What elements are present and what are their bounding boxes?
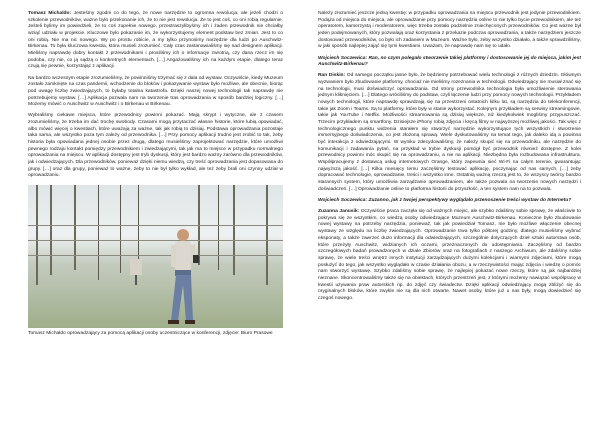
tree-trunk [74, 185, 76, 270]
interview-question: Wojciech Soczewica: Zuzanno, jak z twojej perspektywy wyglądało przenoszenie treści wystaw do Internetu? [318, 197, 572, 203]
fence-post [98, 185, 99, 280]
photo-caption: Tomasz Michałdo oprowadzający za pomocą aplikacji osoby uczestniczące w konferencji, zdjęcie: Biuro Prasowe [28, 331, 273, 337]
stand-icon [120, 255, 150, 285]
tree-trunk [50, 185, 52, 275]
paragraph-text: Oczywiście praca zaczęła się od ważnych miejsc, ale szybko zdaliśmy sobie sprawę, że właściwie to pokrywa się ze wszystkim, co wiedzą osoby odwiedzające Muzeum Auschwitz-Birkenau. Konieczne było zbudowanie nowej wystawy na potrzeby narzędzia, ponieważ, tak jak powiedział Tomasz, nie było możliwe włączenie obecnej wystawy ze względu na liczbę zwiedzających. Oprowadzanie trwa tylko półtorej godziny, dlatego musieliśmy wybrać eksponaty, a także zawrzeć dużo informacji dla odwiedzających, szczególnie dotyczących dzieł sztuki autorstwa osób, które przeżyły Auschwitz, widzianych ich oczami, przeznaczonych do udostępniania. Zaczęliśmy od bardzo szczegółowych badań prowadzonych w dziale Zbiorów oraz na fotografiach z naszego Archiwum, ale zdaliśmy sobie sprawę, że wiele treści wnętrz innych instytucji zarządzających dużymi kolekcjami i wiarnymi zdjęciami, które mogą posłużyć do tego, jak wszystko wyglądało w czasie działania obozu, a w rzeczywistości mając zdjęcia i wiedzę o pomóc nam stworzyć wystawę. Szybko zdaliśmy sobie sprawę, że najlepiej pokazać nowe rzeczy, które są jak najbardziej nieznane. Skoncentrowaliśmy także się na obiektach, których przestrzeń jest, z którymi możemy nawiązać współpracę w kwestii używania praw autorskich np. do zdjęć czy świadectw. Dzięki aplikacji odwiedzający mogą zbliżyć się do oryginalnych bloków, które zwykle nie są dla nich otwarte. Nawet osoby, które już u nas były, mogą dowiedzieć się czegoś nowego. [318, 209, 581, 301]
tree-trunk [233, 185, 235, 275]
photo [28, 185, 283, 328]
right-page [300, 0, 600, 424]
interview-question: Wojciech Soczewica: Ran, no czym polegało stworzenie takiej platformy i dostosowanie jej do miejsca, jakim jest Auschwitz-Birkenau? [318, 55, 581, 68]
paragraph: Na bardzo wczesnym etapie zrozumieliśmy, że powinniśmy trzymać się z dala od wystaw. Oczywiście, kiedy Muzeum zostało zamknięte na czas pandemii, wchodzenie do bloków i pokazywanie wystaw było możliwe, ale obecnie, biorąc pod uwagę liczbę zwiedzających, to byłaby totalna katastrofa. Dzięki naszej nowej technologii tak naprawdę nie potrzebujemy wystaw. […] Aplikacja pozwala nam na tworzenie tras oprowadzania w sposób bardziej logiczny. […] Możemy mówić o Auschwitz w Auschwitz i o Birkenau w Birkenau. [28, 75, 283, 108]
paragraph [28, 11, 283, 71]
fence-post [218, 185, 219, 270]
paragraph-text: Jesteśmy zgodni co do tego, że nowe narzędzie to ogromna rewolucja, ale jeżeli chodzi o szkolenie przewodników, ważne było przekonanie ich, że to nie jest rewolucja. Że to jest coś, co oni robią regularnie. Jeśteli bylimy im powiedzieli, że to coś zupełnie nowego, przestraszylibyśmy ich i żaden przewodnik nie chciałby wziąć udziału w projekcie. Kluczowe było pokazanie im, że wykorzystujemy element podstaw bez zmian. Jest to co oni robią. Nie ma nic nowego. Wy po prostu robicie, a my tylko przynosimy narzędzie dla ludzi po Auschwitz-Birkenau. To była kluczowa kwestia, która musieli zrozumieć. Cały czas zastanawialiśmy się nad designem aplikacji. Mieliśmy naprawdę dobry kontakt z przewodnikami i prosiliśmy ich o informacje zwrotną, czy dana rzecz im się podoba, czy nie, co ją sądzą o konkretnych elementach. […] Angażowaliśmy ich na każdym etapie, dlatego teraz czują się pewnie, korzystając z aplikacji. [28, 11, 283, 70]
speaker-label: Ran Diskin: [318, 73, 346, 79]
paragraph: Wybraliśmy ciekawe miejsca, które przewodnicy powinni pokazać. Mają skrypt i wytyczne, ale z czasem zrozumieliśmy, że trzeba im dać trochę swobody. Czasami mogą przytaczać własne historie, które lubią opowiadać, albo mówić więcej o kwestiach, które uważają za ważne, tak jak robią to dzisiaj. Podstawa oprowadzania pozostaje taka sama, ale wszystko poza tym zależy od przewodnika. […] Przy pomocy aplikacji trudno jest zrobić to tak, żeby historia była opowiadana jednej osobie przez drugą, dlatego musieliśmy zaprojektować narzędzie, które umożliwi pewnego rodzaju kontakt pomiędzy przewodnikiem i zwiedzającymi, tak jak ma to miejsce w przypadku normalnego oprowadzania na miejscu. W aplikacji dostępny jest tryb dyskusji, który jest bardzo ważny zarówno dla przewodników, jak i odwiedzających. Dla przewodników, ponieważ dzięki niemu wiedzą, czy treść oprowadzania jest dopasowana do grupy. […] oraz dla grupy, ponieważ to ważne, żeby to nie był tylko wykład, ale też żeby brali oni czynny udział w oprowadzaniu. [28, 113, 283, 179]
paragraph [318, 209, 581, 302]
tree-trunk [266, 185, 268, 285]
speaker-label: Zuzanna Janusik: [318, 209, 360, 215]
tree-trunk [36, 185, 38, 285]
paragraph-text: Od samego początku jasne było, że będziemy potrzebować wielu technologii z różnych dziedzin. Głównym wyzwaniem było zbudowanie platformy, chociaż nie mieliśmy rozeznania w technologii. Odwiedzający nie musiał znać się na technologii, musi doświadczyć oprowadzania. Od strony przewodnika technologia była umożliwienie sterowania jednym kliknięciem. […] Dlatego wróciliśmy do podstaw, czyli łączenie ludzi przy pomocy nowych technologii. Przykładem nowych technologii, które naprawdę sprawdzają się na przestrzeni ostatnich kilku lat, są narzędzia do telekonferencji, takie jak Zoom i Teams. Są to platformy, które były w stanie wykorzystać. Kolejnym przykładem są serwisy streamingowe, takie jak YouTube i Netflix. Możliwości streamowania są dzisiaj większe, niż kiedykolwiek mogliśmy przypuszczać. Trzecim przykładem są smartfony. Dzisiejsze iPhony robią zdjęcia i kręcą filmy w najwyższej możliwej jakości. Tak więc z technologicznego punktu widzenia starałem się stworzyć narzędzie wykorzystujące tych wszystkich i stworzenie immersyjnego doświadczenia, co jest złożoną sprawą. Wiele dyskutowaliśmy na temat tego, jak daleko idą a powinna być interakcja z odwiedzającymi. W wyniku zdecydowaliśmy, że należy skupić się na przewodniku, ale narzędzie do komunikacji i zadawania pytań, na przykład w trybie dyskusji pomógł być przewodnik również dostępne. Z kolei przewodnicy powinni móc skupić się na oprowadzaniu, a nie na aplikacji. Niezbędna była rozbudowana infrastruktura. Współpracujemy z dostawcą usług internetowych Orange, który zapewnia sieć Wi-Fi na całym terenie, gwarantując najwyższą jakość. […] Kilka miesięcy temu zaczęliśmy testować aplikację, poczynając od nas samych, […] żeby dopracować technologie, oprowadzanie, treści i wszystko inne. Ostatnią ważną rzeczą jest to, że wszyscy twórcy bardzo starannych system, który umożliwia zarządzanie oprowadzaniem, ale także pozwala na tworzenie nowych narzędzi i doświadczeń. […] Oprowadzanie online to platforma historii do przyszłość, a ten system nam na to pozwala. [318, 73, 581, 192]
guide-figure [153, 225, 213, 325]
paragraph: Należy zrozumieć jeszcze jedną kwestię: w przypadku oprowadzania na miejscu przewodnik jest jedynie przewodnikiem. Podąża od miejsca do miejsca, ale oprowadzanie przy pomocy narzędzia online to nie tylko bycie przewodnikiem, ale też operatorem, kamerzystą i moderatorem, więc trzeba zostało podzielnie zniechęconych przewodników. Co jest ważne był jeden podejmowanych, który pozwalają oraz korzystania z przekazie podczas oprowadzania, a także narzędziem jeszcze dostosować przewodników, co było ich zadaniem w Muzeum. Ważne było, żeby wszystko działało, a także sprawdziliśmy, w jaki sposób najlepiej zająć się tymi kwestiami. Uważam, że naprawdę nam się to udało. [318, 11, 581, 50]
paragraph [318, 73, 581, 193]
speaker-label: Tomasz Michaldo: [28, 11, 72, 16]
